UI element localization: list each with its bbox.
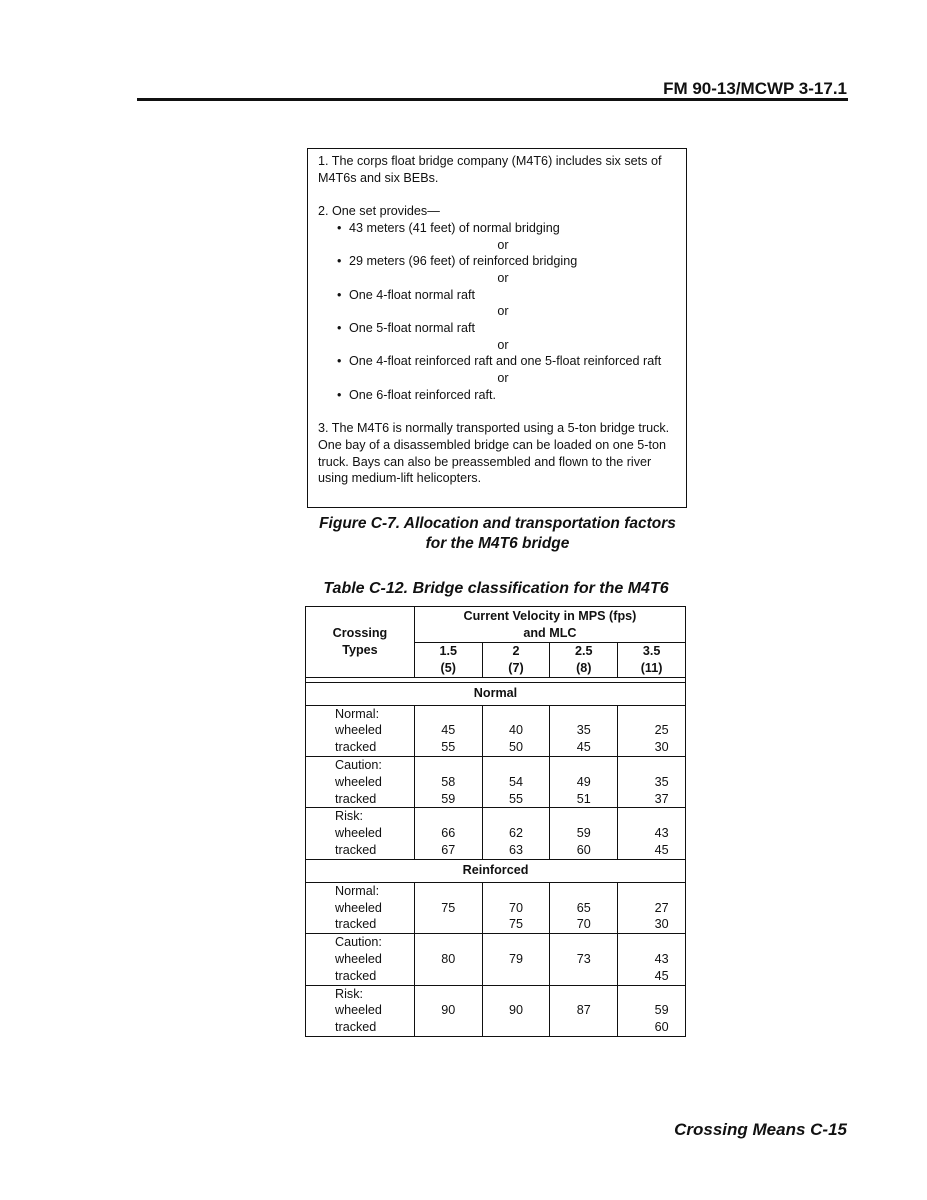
or-separator: or	[497, 371, 509, 386]
table-row: Caution: wheeled tracked 58 59 54 55 49 51 35 37	[306, 756, 686, 807]
or-separator: or	[497, 270, 509, 285]
table-caption: Table C-12. Bridge classification for the M4T6	[323, 580, 669, 597]
bullet-item: • One 5-float normal raft	[337, 321, 475, 336]
figure-box	[307, 148, 687, 508]
or-separator: or	[497, 337, 509, 352]
section-row-normal: Normal	[306, 682, 686, 705]
velocity-header: Current Velocity in MPS (fps) and MLC	[414, 607, 685, 643]
document-id: FM 90-13/MCWP 3-17.1	[663, 79, 847, 98]
velocity-column-header: 1.5 (5)	[414, 643, 482, 678]
figure-item-1: 1. The corps float bridge company (M4T6) includes six sets of M4T6s and six BEBs.	[318, 154, 662, 185]
velocity-column-header: 3.5 (11)	[618, 643, 686, 678]
velocity-column-header: 2 (7)	[482, 643, 550, 678]
or-separator: or	[497, 304, 509, 319]
figure-item-3: 3. The M4T6 is normally transported using a 5-ton bridge truck. One bay of a disassembled bridge can be loaded on one 5-ton truck. Bays can also be preassembled and flown to the river using medium-lift helicopters.	[318, 421, 670, 486]
bullet-item: • 29 meters (96 feet) of reinforced bridging	[337, 254, 578, 269]
bridge-classification-table	[305, 606, 686, 1037]
table-row: Normal: wheeled tracked 45 55 40 50 35 45 25 30	[306, 705, 686, 756]
header-rule	[137, 98, 848, 101]
page-footer: Crossing Means C-15	[674, 1120, 847, 1139]
figure-caption: Figure C-7. Allocation and transportation factors for the M4T6 bridge	[319, 515, 676, 552]
figure-item-2-intro: 2. One set provides—	[318, 204, 440, 219]
bullet-item: • One 4-float reinforced raft and one 5-float reinforced raft	[337, 354, 662, 369]
section-row-reinforced: Reinforced	[306, 859, 686, 882]
table-row: Risk: wheeled tracked 66 67 62 63 59 60 43 45	[306, 808, 686, 859]
table-row: Normal: wheeled tracked 75 70 75 65 70 27 30	[306, 882, 686, 933]
bullet-item: • One 6-float reinforced raft.	[337, 387, 496, 402]
table-row: Risk: wheeled tracked 90 90 87 59 60	[306, 985, 686, 1036]
bullet-item: • 43 meters (41 feet) of normal bridging	[337, 220, 560, 235]
or-separator: or	[497, 237, 509, 252]
velocity-column-header: 2.5 (8)	[550, 643, 618, 678]
table-row: Caution: wheeled tracked 80 79 73 43 45	[306, 934, 686, 985]
crossing-types-header: Crossing Types	[306, 607, 415, 678]
bullet-item: • One 4-float normal raft	[337, 287, 475, 302]
